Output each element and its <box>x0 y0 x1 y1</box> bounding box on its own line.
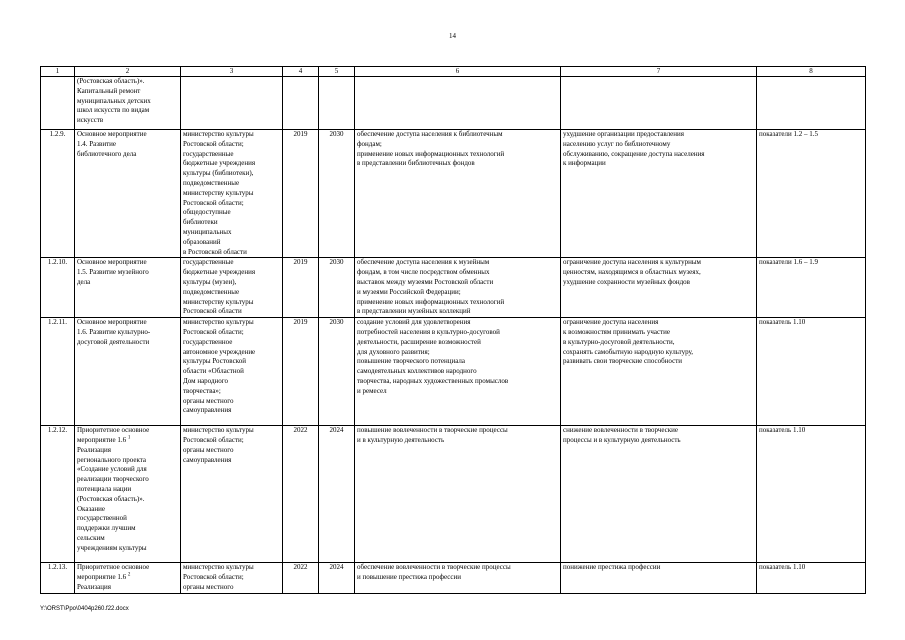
table-row <box>41 318 866 426</box>
start-year-cell: 2019 <box>283 318 319 426</box>
start-year-cell: 2019 <box>283 258 319 318</box>
measure-name: Основное мероприятие 1.5. Развитие музейного дела <box>77 258 149 286</box>
start-year-cell: 2022 <box>283 563 319 593</box>
table-row <box>41 563 866 593</box>
consequence-cell <box>561 77 757 130</box>
start-year-cell <box>283 77 319 130</box>
row-number-cell: 1.2.13. <box>41 563 75 593</box>
column-header: 8 <box>757 67 866 77</box>
executor-cell: министерство культуры Ростовской области; органы местного самоуправления <box>181 426 283 563</box>
row-number-cell <box>41 77 75 130</box>
executor-cell: министерство культуры Ростовской области; органы местного <box>181 563 283 593</box>
end-year-cell: 2030 <box>319 258 355 318</box>
indicator-link-cell: показатель 1.10 <box>757 318 866 426</box>
consequence-cell: ограничение доступа населения к возможностям принимать участие в культурно-досуговой деятельности, сохранять самобытную народную культуру, развивать свои творческие способности <box>561 318 757 426</box>
indicator-link-cell: показатель 1.10 <box>757 426 866 563</box>
measure-name-continued: Реализация регионального проекта «Создание условий для реализации творческого потенциала нации (Ростовская область)». Оказание государственной поддержки лучшим сельским учреждениям культуры <box>77 445 149 552</box>
indicator-link-cell: показатель 1.10 <box>757 563 866 593</box>
column-header: 2 <box>75 67 181 77</box>
table-row <box>41 426 866 563</box>
end-year-cell: 2024 <box>319 563 355 593</box>
end-year-cell: 2024 <box>319 426 355 563</box>
indicator-link-cell: показатели 1.6 – 1.9 <box>757 258 866 318</box>
file-path-footer: Y:\ORST\Ppo\0404p260.f22.docx <box>40 606 129 612</box>
measure-name-cell <box>75 563 181 593</box>
table-row <box>41 258 866 318</box>
row-number-cell: 1.2.10. <box>41 258 75 318</box>
executor-cell <box>181 77 283 130</box>
column-header: 1 <box>41 67 75 77</box>
measure-name: Основное мероприятие 1.6. Развитие культурно- досуговой деятельности <box>77 318 151 346</box>
measure-name-cell <box>75 130 181 258</box>
expected-result-cell <box>355 77 561 130</box>
expected-result-cell: повышение вовлеченности в творческие процессы и в культурную деятельность <box>355 426 561 563</box>
footnote-mark: 2 <box>127 572 131 578</box>
column-header: 5 <box>319 67 355 77</box>
indicator-link-cell: показатели 1.2 – 1.5 <box>757 130 866 258</box>
row-number-cell: 1.2.9. <box>41 130 75 258</box>
column-header: 6 <box>355 67 561 77</box>
expected-result-cell: обеспечение вовлеченности в творческие процессы и повышение престижа профессии <box>355 563 561 593</box>
executor-cell: министерство культуры Ростовской области; государственные бюджетные учреждения культуры (библиотеки), подведомственные министерству культуры Ростовской области; общедоступные библиотеки муниципальных образований в Ростовской области <box>181 130 283 258</box>
footnote-mark: 1 <box>127 435 131 441</box>
row-number-cell: 1.2.12. <box>41 426 75 563</box>
start-year-cell: 2022 <box>283 426 319 563</box>
table-row <box>41 77 866 130</box>
expected-result-cell: обеспечение доступа населения к библиотечным фондам; применение новых информационных технологий в представлении библиотечных фондов <box>355 130 561 258</box>
column-header: 7 <box>561 67 757 77</box>
measure-name-cell <box>75 318 181 426</box>
executor-cell: государственные бюджетные учреждения культуры (музеи), подведомственные министерству культуры Ростовской области <box>181 258 283 318</box>
measure-name: Приоритетное основное мероприятие 1.6 <box>77 563 150 581</box>
column-header: 4 <box>283 67 319 77</box>
measure-name-cell <box>75 258 181 318</box>
table-row <box>41 130 866 258</box>
measure-name-cell <box>75 77 181 130</box>
consequence-cell: понижение престижа профессии <box>561 563 757 593</box>
indicator-link-cell <box>757 77 866 130</box>
consequence-cell: ограничение доступа населения к культурным ценностям, находящимся в областных музеях, ухудшение сохранности музейных фондов <box>561 258 757 318</box>
program-measures-table <box>40 66 866 594</box>
expected-result-cell: обеспечение доступа населения к музейным фондам, в том числе посредством обменных выставок между музеями Ростовской области и музеями Российской Федерации; применение новых информационных технологий в представлении музейных коллекций <box>355 258 561 318</box>
start-year-cell: 2019 <box>283 130 319 258</box>
expected-result-cell: создание условий для удовлетворения потребностей населения в культурно-досуговой деятельности, расширение возможностей для духовного развития; повышение творческого потенциала самодеятельных коллективов народного творчества, народных художественных промыслов и ремесел <box>355 318 561 426</box>
measure-name: Приоритетное основное мероприятие 1.6 <box>77 426 150 444</box>
end-year-cell: 2030 <box>319 130 355 258</box>
consequence-cell: ухудшение организации предоставления населению услуг по библиотечному обслуживанию, сокращение доступа населения к информации <box>561 130 757 258</box>
executor-cell: министерство культуры Ростовской области; государственное автономное учреждение культуры Ростовской области «Областной Дом народного творчества»; органы местного самоуправления <box>181 318 283 426</box>
measure-name-continued: Реализация <box>77 582 111 591</box>
end-year-cell <box>319 77 355 130</box>
table-header-row <box>41 67 866 77</box>
end-year-cell: 2030 <box>319 318 355 426</box>
page-number: 14 <box>449 32 456 40</box>
measure-name-cell <box>75 426 181 563</box>
measure-name: (Ростовская область)». Капитальный ремонт муниципальных детских школ искусств по видам искусств <box>77 77 151 125</box>
row-number-cell: 1.2.11. <box>41 318 75 426</box>
measure-name: Основное мероприятие 1.4. Развитие библиотечного дела <box>77 130 147 158</box>
column-header: 3 <box>181 67 283 77</box>
consequence-cell: снижение вовлеченности в творческие процессы и в культурную деятельность <box>561 426 757 563</box>
